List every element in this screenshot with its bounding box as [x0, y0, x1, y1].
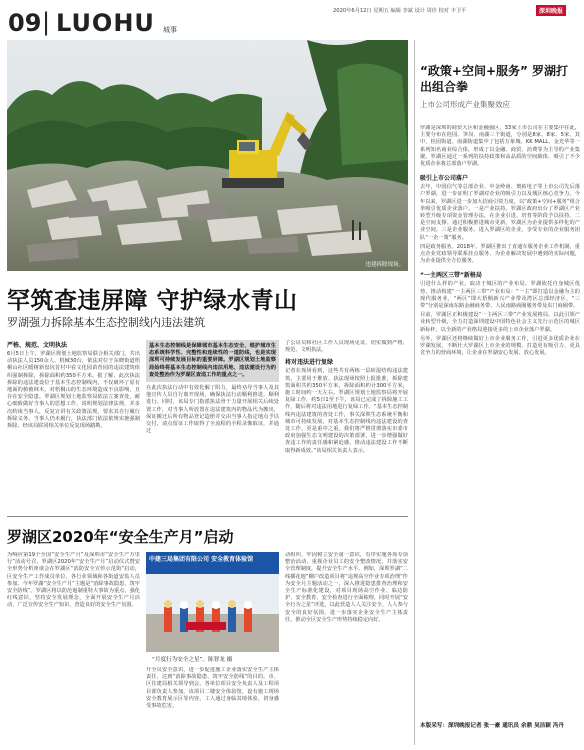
section-name-cn: 城事: [163, 26, 177, 34]
section-name-en: LUOHU: [56, 9, 155, 37]
main-story-text-1: 6月5日上午，罗湖区规划土地监察局联合相关部门，共出动执法人员150余人、机械30台，依法对位于东晓街道梧桐山社区暖树新盘坑首村中看文化园苗育园的违法建筑组织强制拆除，拆除面积约350平方米。据了解，此次执法拆除的违法建设位于基本生态控制线内，不仅破坏了原有地面的植被林木，对梧桐山的生态环境造成不良影响，且存在安全隐患。罗湖区规划土地监察局依法立案查处，耐心细致做好当事人的思想工作，说明规划法律法规，并多次约谈当事人，反复宣讲有关政策法规，要求其自行履行拆除义务。当事人仍未履行，执法部门依法依规实施强制拆除。经该局联同相关单位反复现场踏勘，: [7, 351, 140, 430]
second-story-col2: [146, 667, 279, 745]
second-story-col1: [7, 552, 140, 742]
right-text-2: 去年，中国信气等总部企业、中金岭南、奥拓电子等上市公司先后落户罗湖，进一步证明了罗湖对企业的吸引力以及城区核心竞争力。今年以来，罗湖区进一步加大招商引资力度，以“政策+空间+服务”组合拳吸引优质企业落户。一是产业扶持。罗湖区政府出台了罗湖区产业转型升级专项资金管理办法，在企业引进、培育等阶段予以扶持。二是空间支撑。通过积极推进城市更新，罗湖区为企业提供多样化的产业空间。三是企业服务。进入罗湖区的企业，享受专业的企业服务团队“一企一策”服务。: [420, 184, 580, 241]
right-column-rule: [414, 40, 415, 745]
demolition-photo: [7, 40, 408, 271]
header-separator: |: [42, 8, 51, 36]
right-subhead-2: “一主两区三带”新格局: [420, 272, 482, 280]
right-story-body: [420, 125, 580, 715]
pull-quote-text: 基本生态控制线是保障城市基本生态安全、维护城市生态系统科学性、完整性和连续性的一道防线，也是实现深圳可持续发展目标的重要屏障。罗湖区规划土地监察局始终将基本生态控制线内违法用地、违法建设行为的查处整治作为罗湖区查违工作的重点之一。: [149, 343, 276, 378]
right-text-6: 另外，罗湖区还将继续做好上市企业服务工作，引进更多优质企业在罗湖发展，不断壮大罗湖区上市企业的规模，打造更有吸引力、更具竞争力的营商环境，让企业在罗湖安心发展、放心发展。: [420, 335, 580, 357]
right-subhead-1: 吸引上市公司落户: [420, 175, 469, 183]
second-story-text-3: 动组织，牢固树立安全第一意识，有序实施各项专项整治活动，重视企业员工的安全整改情况，并落实安全管理制度，提升安全生产水平。例如，深圳罗湖“二线插花地”棚户改造项目将“违规高空作业专项治理”作为安全月主题活动之一，深入推进隐患排查治理和安全生产标准化建设，对项目现场高空作业、临边防护、安全教育、安全检查进行全面梳理，同时开展“安全行为之星”评选，以此营造人人关注安全、人人参与安全的良好氛围，进一步落实企业安全生产主体责任，推动全区安全生产形势持续稳定向好。: [285, 552, 408, 623]
photo-caption: 违建拆除现场。: [365, 262, 404, 268]
right-text-5: 目前，罗湖区正积极建设“一主两区三带”产业发展格局，以此引领产业转型升级，全力打造深圳建设中国特色社会主义先行示范区的城区新标杆，以全新的产业格局迎接更多的上市企业落户罗湖。: [420, 312, 580, 333]
main-story-text-2: 在此次执法行动中有效化解了阻力，最终劝导当事人及其他宣传人员自行离开现场，确保执法行动顺利推进，顺利进行。同时，该局专门指派执法骨干力量开展相关后续处置工作，对当事人所放置在违法建筑内的物品代为搬出，保证搬迁后所有物品登记造册并交由当事人指定地点予以交付，请点留证工作取得了全流程的全程录像取证，并通过: [146, 385, 279, 435]
section-subhead-restore: 将对违法进行复绿: [285, 359, 334, 367]
main-subheadline: 罗湖强力拆除基本生态控制线内违法建筑: [7, 316, 205, 329]
main-story-col3: [285, 340, 408, 510]
safety-month-photo: [146, 552, 279, 652]
safety-photo-banner: 中建三局集团有限公司 安全教育体验馆: [149, 556, 254, 563]
main-story-col2: [146, 340, 279, 510]
pull-quote-box: [146, 340, 279, 382]
main-story-text-3b: 记者在现场看到，这些共有两栋一层砖混结构违法建筑，主要用于堆放、执法现场按照上报批准，拆除建筑面积共约350平方米，拆除面积约计300平方米，施工时间约一天左右，罗湖区规划土地监察局将开展复绿工作，约5日1至下午，该局已完成了拆除施工工作，随后将对违法用地进行复绿工作。“基本生态控制线内违法建筑的查处工作，事关深圳生态系统平衡和城市可持续发展，对基本生态控制线内违法建设的查处工作，更是重中之重。我们将严格贯彻落实市委市政府加强生态文明建设的决策部署，进一步增强做好查违工作的责任感和紧迫感，推动违法建设工作不断取得新成效。”该局相关负责人表示。: [285, 368, 408, 454]
main-story-text-3a: 了公证员和社区工作人员现场见证，切实做到严格、规范、文明执法。: [285, 340, 408, 354]
section-divider: [7, 516, 408, 517]
dateline: 2020年6月12日 星期五 编辑 李斌 设计 周佳 校对 丰卫平: [333, 8, 467, 14]
right-text-3: 四是政务服务。2018年，罗湖区推出了直通车服务企业工作机制，重点企业党政领导联系挂点服务，为企业解决发展中遇到的实际问题，为企业提供全方位服务。: [420, 243, 580, 265]
byline-credit: 本版采写：深圳晚报记者 张一豪 通讯员 余鼎 吴洁颖 冯丹: [420, 723, 564, 729]
main-headline: 罕筑查违屏障 守护绿水青山: [7, 288, 298, 314]
right-text-1: 罗湖是深圳的商贸大区和金融强区，33家上市公司在主要集中在此，主要分布在桂园、笋岗、南湖三个街道，分别是8家、8家、5家，其中，桂园街道、南湖街道集中了包括万象城、KK MALL、金光华等一系列知名商业综合体，形成了以金融、商贸、消费等为主导的产业集聚。罗湖区通过一系列的扶持政策和高品质的空间载体，吸引了不少优质企业将总部落户罗湖。: [420, 125, 580, 168]
right-headline: [420, 63, 580, 110]
right-text-4: 引进什么样的产业，取决于城区的产业布局。罗湖依托自身城区优势，推动构建“一主两区三带”产业布局：“一主”即打造以金融为主的现代服务业，“两区”即大梧桐新兴产业带及湾区总部经济区，“三带”分别是深南东路金融商务带、人民南路商圈服务带及东门商圈带。: [420, 281, 580, 310]
demolition-photo-svg: [7, 40, 408, 271]
second-story-text-2: 升全员安全意识，进一步促进施工企业落实安全生产主体责任，达到“消除事故隐患，筑牢安全防线”的目的。市、区住建局相关领导到会，各单位项目安全负责人及工程项目部负责人参加。该项目二楼安全体验馆，设有施工现场安全教育展示区等内容，工人通过身临其境体验，切身感受事故危害。: [146, 667, 279, 710]
page-number: 09: [8, 9, 42, 37]
second-story-text-1: 为响应第19个全国“安全生产月”及深圳市“安全生产万里行”活动号召，罗湖区2020年“安全生产月”启动仪式暨安全形势分析座谈会在罗湖区“消防安全宣传示范街”启动，区安全生产工作成员单位、各行业领域和各街道安监人员参加。今年罗湖“安全生产月”主题是“消除事故隐患，筑牢安全防线”。罗湖区将以防范遏制重特大事故为重点，强化红线意识，坚持安全发展理念，全面开展安全生产月活动，广泛宣传安全生产知识，营造良好的安全生产氛围。: [7, 552, 140, 609]
right-headline-text: “政策+空间+服务” 罗湖打出组合拳: [420, 64, 569, 94]
intro-label: 严格、规范、文明执法: [7, 342, 68, 349]
brand-logo: 深圳晚报: [536, 5, 566, 16]
safety-month-photo-svg: [146, 552, 279, 652]
second-story-col3: [285, 552, 408, 742]
second-headline: 罗湖区2020年“安全生产月”启动: [7, 528, 234, 546]
page-header: [0, 0, 584, 40]
safety-photo-caption: “月度行为安全之星”。陈智龙 摄: [152, 657, 233, 663]
main-story-col1: [7, 340, 140, 510]
right-subheadline: 上市公司形成产业集聚效应: [420, 100, 510, 109]
